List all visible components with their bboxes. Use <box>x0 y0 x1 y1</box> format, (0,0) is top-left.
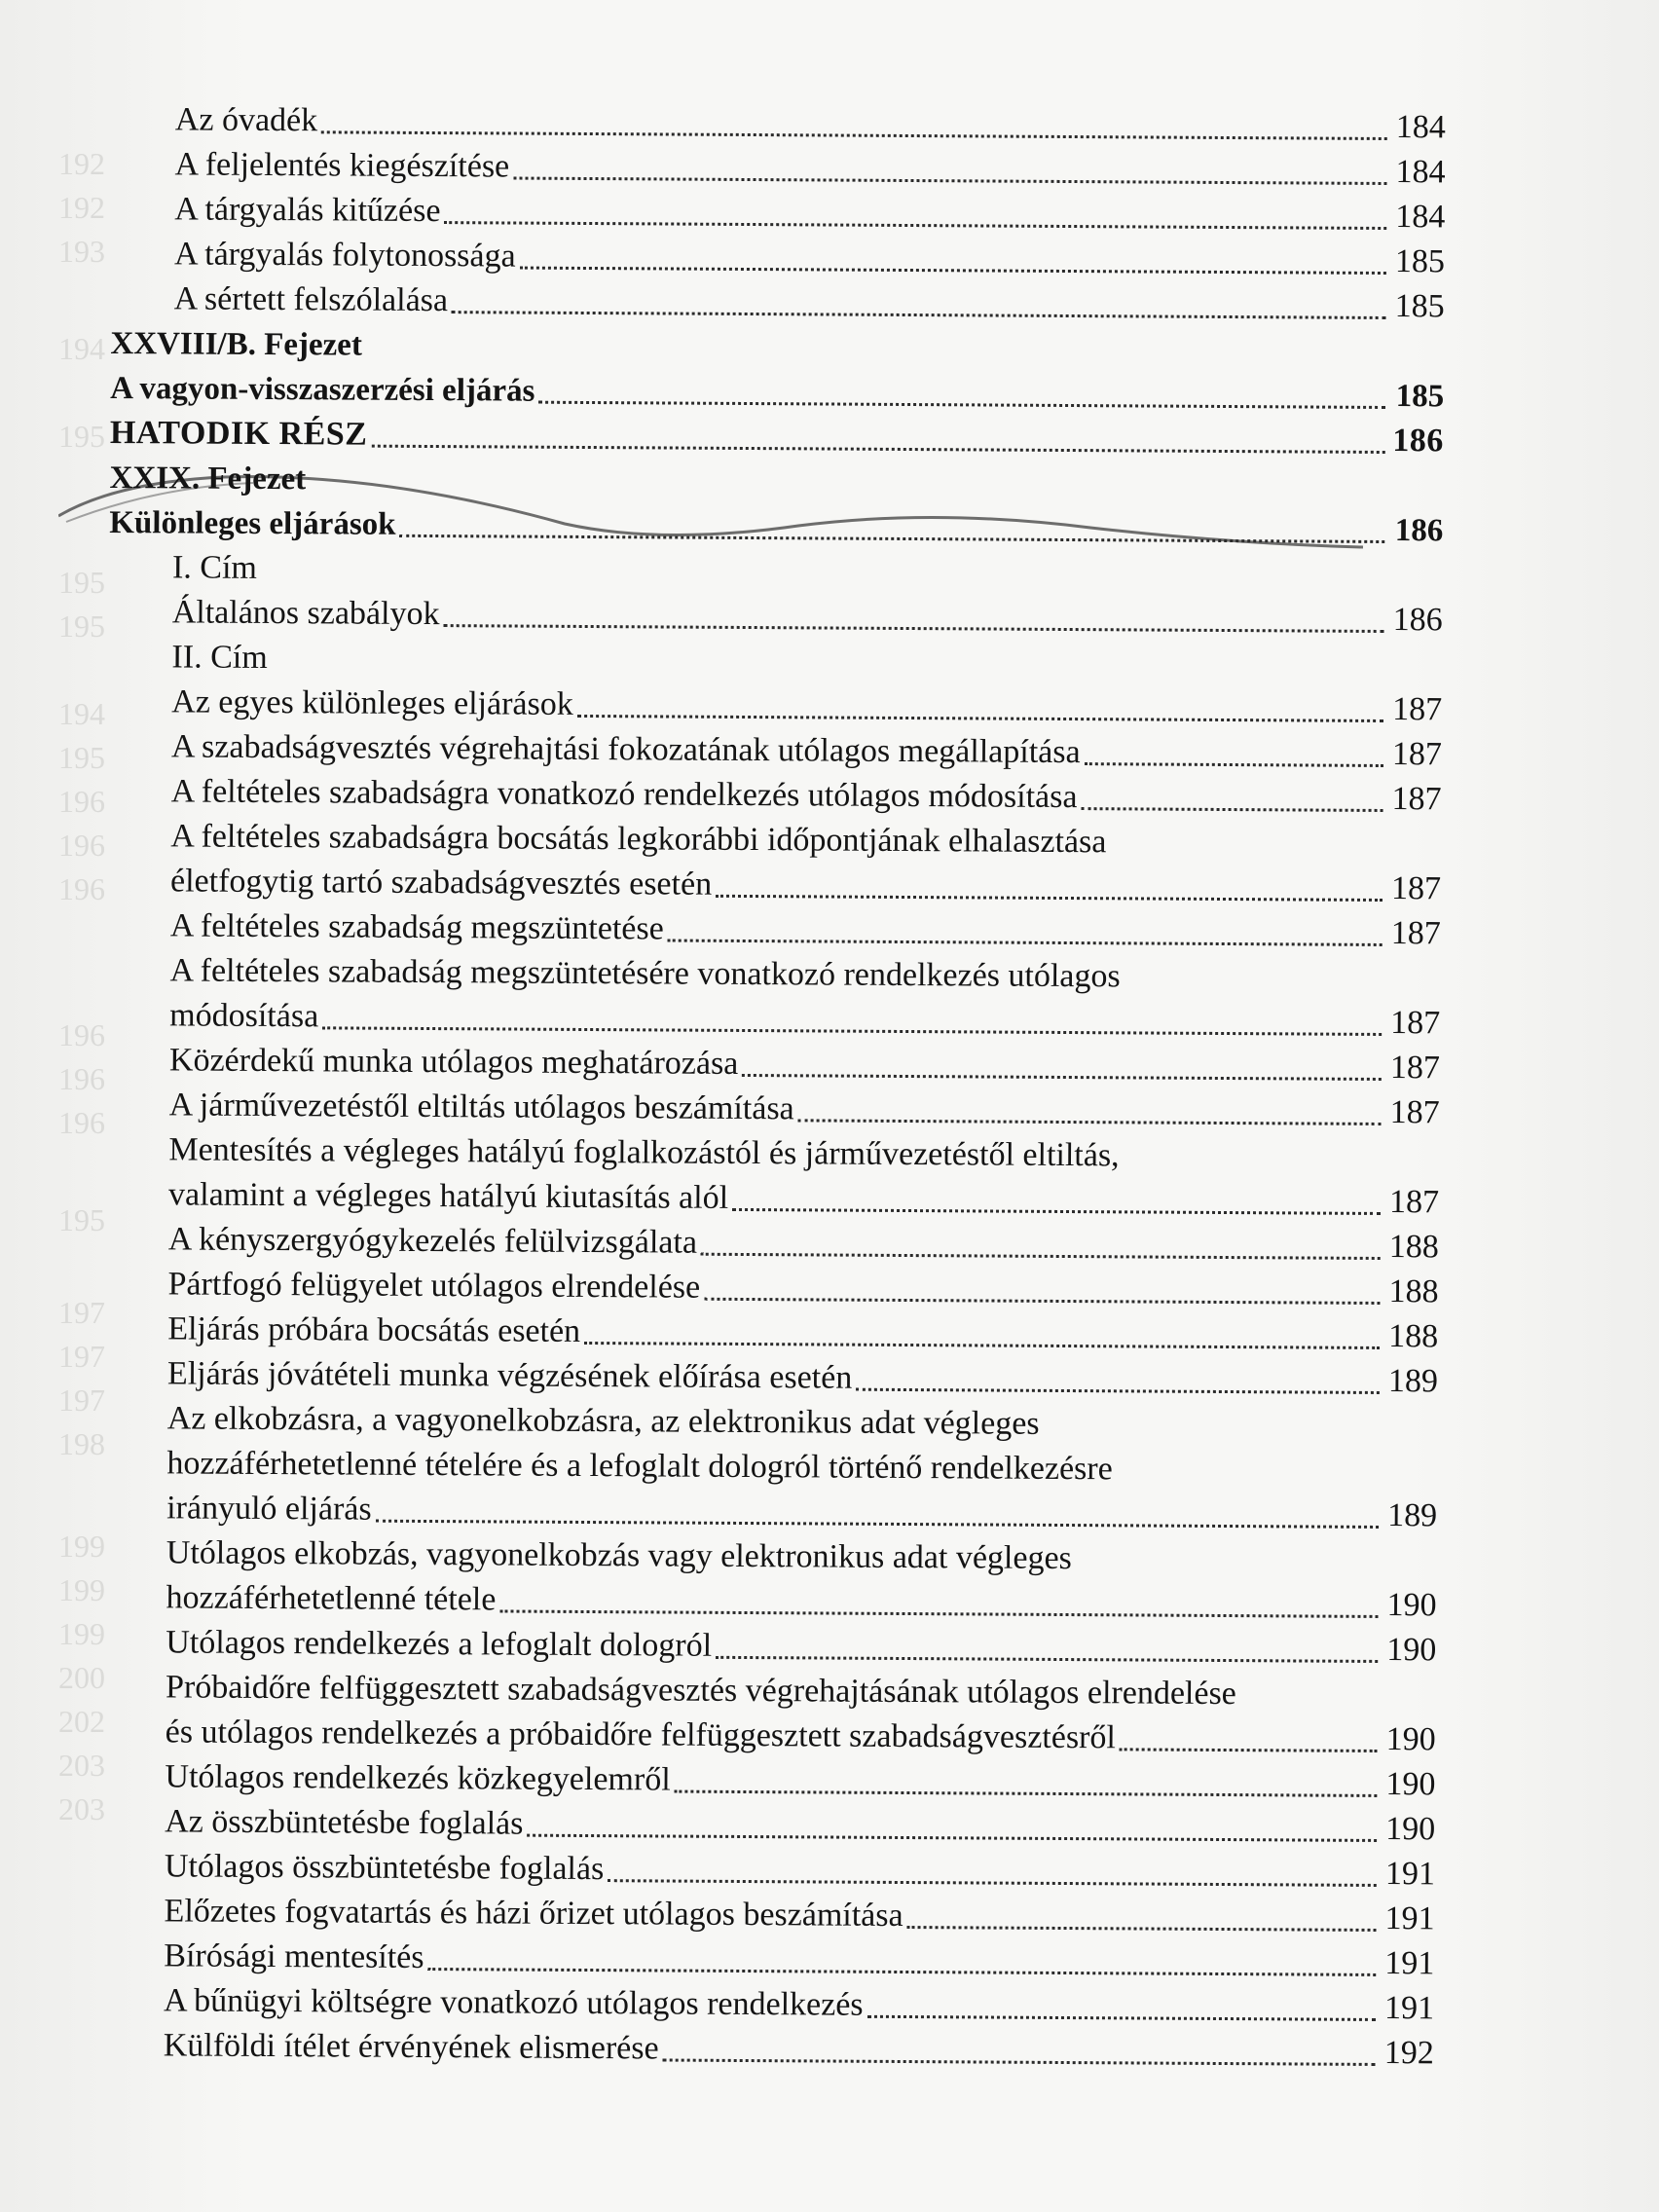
toc-entry: A kényszergyógykezelés felülvizsgálata 188 <box>105 1217 1439 1270</box>
page-number: 188 <box>1388 1229 1439 1266</box>
toc-entry: A járművezetéstől eltiltás utólagos beszámítása 187 <box>106 1083 1440 1135</box>
toc-entry: Pártfogó felügyelet utólagos elrendelése 188 <box>104 1262 1438 1314</box>
page-number: 190 <box>1386 1587 1437 1624</box>
page-number: 187 <box>1390 870 1442 907</box>
toc-entry: A szabadságvesztés végrehajtási fokozatának utólagos megállapítása 187 <box>108 724 1442 777</box>
page-number: 185 <box>1395 379 1445 415</box>
chapter-heading: XXIX. Fejezet <box>109 460 307 498</box>
bleed-through-text: 192 192 193 194 195 195 195 194 195 196 196 196 196 196 196 195 197 197 197 198 199 199 199 200 202 203 203 <box>58 146 105 1826</box>
page-number: 186 <box>1392 602 1443 639</box>
page-number: 191 <box>1384 1900 1435 1937</box>
chapter-heading: XXVIII/B. Fejezet <box>110 325 362 363</box>
toc-entry: Az óvadék 184 <box>112 97 1446 150</box>
toc-entry-multiline: Próbaidőre felfüggesztett szabadságvesztés végrehajtásának utólagos elrendelése és utólagos rendelkezés a próbaidőre felfüggesztett szabadságvesztésről 190 <box>102 1665 1437 1762</box>
toc-entry: Előzetes fogvatartás és házi őrizet utólagos beszámítása 191 <box>100 1889 1434 1941</box>
page-number: 187 <box>1390 1005 1441 1042</box>
page-number: 187 <box>1389 1050 1441 1087</box>
toc-entry: A feltételes szabadságra vonatkozó rendelkezés utólagos módosítása 187 <box>108 769 1442 822</box>
page-number: 191 <box>1384 1945 1435 1982</box>
toc-entry-multiline: A feltételes szabadság megszüntetésére vonatkozó rendelkezés utólagos módosítása 187 <box>106 948 1441 1046</box>
toc-entry: A bűnügyi költségre vonatkozó utólagos rendelkezés 191 <box>100 1978 1434 2031</box>
chapter-title-entry: A vagyon-visszaszerzési eljárás 185 <box>110 366 1444 419</box>
page-number: 187 <box>1391 736 1443 773</box>
page-number: 187 <box>1390 915 1441 952</box>
page-number: 189 <box>1387 1497 1438 1534</box>
toc-entry: A tárgyalás folytonossága 185 <box>111 232 1445 284</box>
page-number: 184 <box>1395 109 1446 146</box>
page-number: 189 <box>1387 1363 1439 1400</box>
page-number: 190 <box>1385 1811 1436 1848</box>
page-number: 184 <box>1395 154 1446 191</box>
toc-entry-multiline: Utólagos elkobzás, vagyonelkobzás vagy elektronikus adat végleges hozzáférhetetlenné tétele 190 <box>102 1530 1437 1628</box>
toc-entry-multiline: Az elkobzásra, a vagyonelkobzásra, az elektronikus adat végleges hozzáférhetetlenné tételére és a lefoglalt dologról történő rendelkezésre irányuló eljárás 189 <box>103 1396 1438 1538</box>
title-heading: II. Cím <box>171 639 268 676</box>
page-number: 191 <box>1384 1856 1435 1893</box>
toc-entry: A feltételes szabadság megszüntetése 187 <box>107 903 1441 956</box>
page-number: 185 <box>1394 243 1446 280</box>
toc-entry: A tárgyalás kitűzése 184 <box>111 187 1445 240</box>
toc-entry: Közérdekű munka utólagos meghatározása 187 <box>106 1038 1440 1090</box>
toc-entry: A feljelentés kiegészítése 184 <box>111 142 1445 195</box>
page-number: 187 <box>1392 691 1443 728</box>
toc-entry: Utólagos rendelkezés a lefoglalt dologról 190 <box>102 1620 1436 1673</box>
page-number: 184 <box>1395 199 1446 236</box>
table-of-contents <box>100 97 1446 2076</box>
toc-entry: Általános szabályok 186 <box>109 590 1443 643</box>
toc-entry: Eljárás jóvátételi munka végzésének előírása esetén 189 <box>104 1351 1438 1404</box>
page-number: 187 <box>1389 1094 1440 1131</box>
toc-entry: Az egyes különleges eljárások 187 <box>108 680 1442 732</box>
chapter-title-entry: Különleges eljárások 186 <box>109 500 1443 553</box>
toc-entry: Eljárás próbára bocsátás esetén 188 <box>104 1307 1438 1359</box>
toc-entry-multiline: Mentesítés a végleges hatályú foglalkozástól és járművezetéstől eltiltás, valamint a végleges hatályú kiutasítás alól 187 <box>105 1127 1440 1225</box>
toc-entry: Külföldi ítélet érvényének elismerése 192 <box>100 2023 1434 2076</box>
toc-entry: Utólagos rendelkezés közkegyelemről 190 <box>101 1754 1435 1807</box>
page-number: 190 <box>1386 1632 1437 1669</box>
toc-entry: Utólagos összbüntetésbe foglalás 191 <box>101 1844 1435 1897</box>
page-number: 192 <box>1383 2035 1434 2072</box>
part-heading-entry: HATODIK RÉSZ 186 <box>110 411 1444 463</box>
toc-entry: Az összbüntetésbe foglalás 190 <box>101 1799 1435 1852</box>
toc-entry: A sértett felszólalása 185 <box>111 276 1445 329</box>
toc-entry: Bírósági mentesítés 191 <box>100 1934 1434 1986</box>
page-number: 187 <box>1388 1184 1440 1221</box>
page-number: 188 <box>1388 1273 1439 1310</box>
page-number: 190 <box>1385 1766 1436 1803</box>
toc-entry-multiline: A feltételes szabadságra bocsátás legkorábbi időpontjának elhalasztása életfogytig tartó szabadságvesztés esetén 187 <box>107 814 1442 911</box>
page-number: 191 <box>1383 1990 1435 2027</box>
page-number: 188 <box>1388 1318 1439 1355</box>
title-heading: I. Cím <box>171 549 258 586</box>
page-number: 186 <box>1392 423 1444 460</box>
page-number: 185 <box>1394 288 1445 325</box>
page-number: 186 <box>1394 513 1444 549</box>
page-number: 187 <box>1391 781 1442 818</box>
page-number: 190 <box>1385 1721 1436 1758</box>
